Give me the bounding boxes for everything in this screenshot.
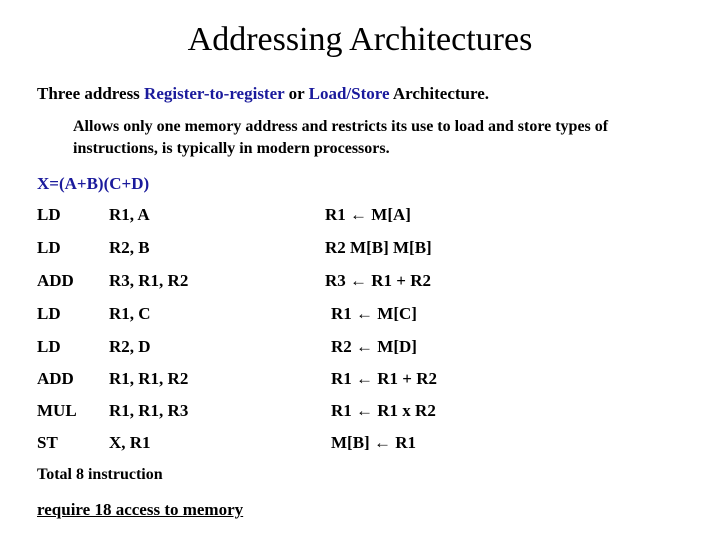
register-transfer: R2 ← M[D] xyxy=(331,337,417,356)
subtitle-text-3: Architecture. xyxy=(389,84,490,103)
register-transfer: R1 ← R1 x R2 xyxy=(331,401,436,420)
opcode: LD xyxy=(37,205,61,224)
register-transfer: R1 ← R1 + R2 xyxy=(331,369,438,388)
memory-access-note: require 18 access to memory xyxy=(37,500,244,519)
expression: X=(A+B)(C+D) xyxy=(37,174,150,193)
register-transfer: R2 M[B] M[B] xyxy=(325,238,432,257)
instruction-row xyxy=(0,336,720,358)
operands: X, R1 xyxy=(109,433,151,452)
instruction-row xyxy=(0,368,720,390)
instruction-row xyxy=(0,204,720,226)
operands: R1, C xyxy=(109,304,151,323)
operands: R2, B xyxy=(109,238,150,257)
opcode: ADD xyxy=(37,369,74,388)
subtitle-text-2: or xyxy=(284,84,309,103)
slide-title: Addressing Architectures xyxy=(187,21,533,58)
register-transfer: M[B] ← R1 xyxy=(331,433,416,452)
subtitle-highlight-register-to-register: Register-to-register xyxy=(144,84,285,103)
description-note: Allows only one memory address and restricts its use to load and store types of instructions, is typically in modern processors. xyxy=(73,118,609,157)
opcode: LD xyxy=(37,337,61,356)
instruction-row xyxy=(0,432,720,454)
opcode: ST xyxy=(37,433,58,452)
operands: R1, R1, R2 xyxy=(109,369,189,388)
register-transfer: R1 ← M[A] xyxy=(325,205,411,224)
register-transfer: R3 ← R1 + R2 xyxy=(325,271,432,290)
instruction-row xyxy=(0,303,720,325)
total-instructions: Total 8 instruction xyxy=(37,466,163,483)
register-transfer: R1 ← M[C] xyxy=(331,304,417,323)
opcode: MUL xyxy=(37,401,77,420)
operands: R3, R1, R2 xyxy=(109,271,189,290)
opcode: LD xyxy=(37,238,61,257)
operands: R2, D xyxy=(109,337,151,356)
subtitle xyxy=(37,84,489,104)
operands: R1, R1, R3 xyxy=(109,401,189,420)
opcode: LD xyxy=(37,304,61,323)
instruction-row xyxy=(0,270,720,292)
opcode: ADD xyxy=(37,271,74,290)
operands: R1, A xyxy=(109,205,150,224)
subtitle-highlight-load-store: Load/Store xyxy=(308,84,390,103)
instruction-row xyxy=(0,237,720,259)
subtitle-text-1: Three address xyxy=(37,84,145,103)
instruction-row xyxy=(0,400,720,422)
